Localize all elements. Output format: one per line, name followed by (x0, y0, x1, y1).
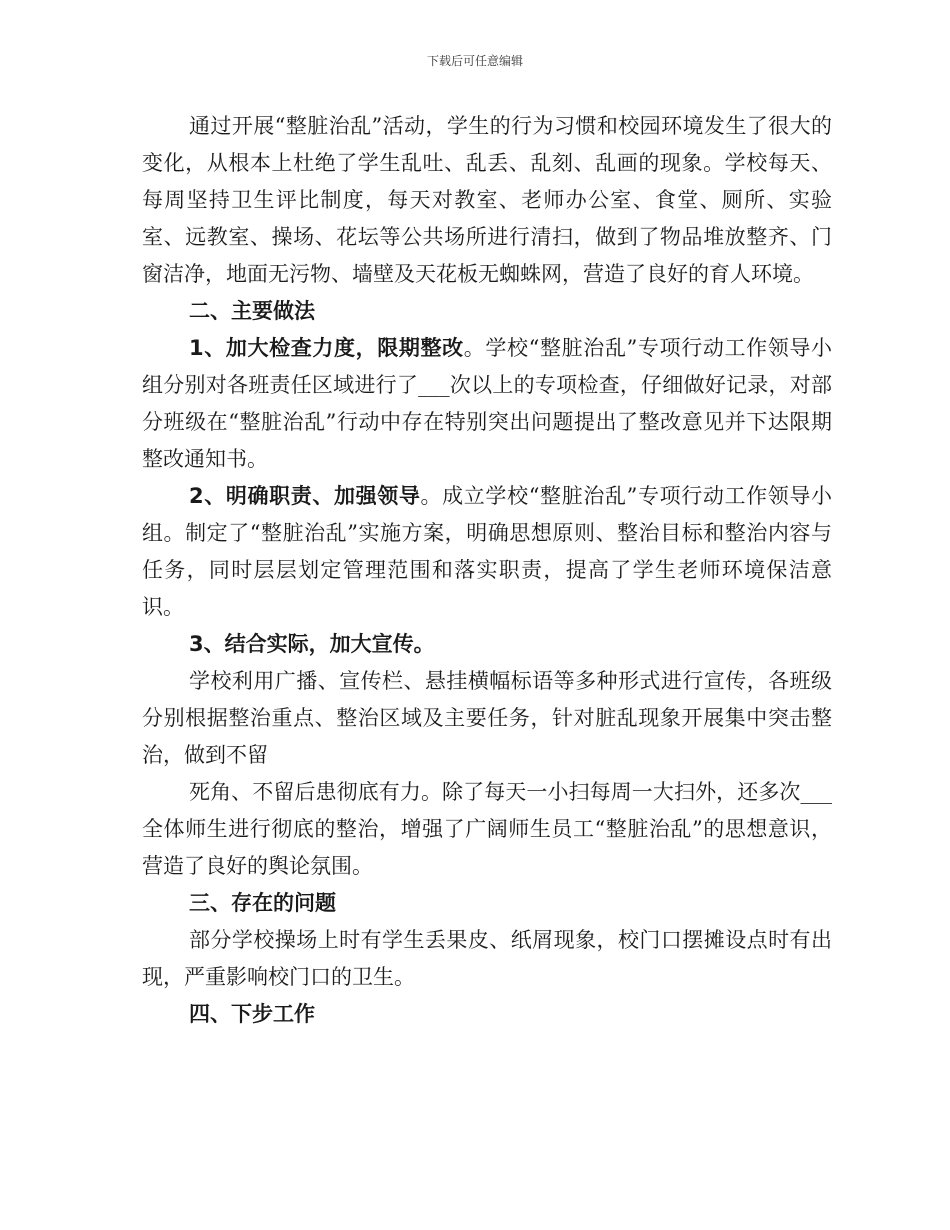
method-item-2 (142, 478, 832, 626)
section-heading-main-methods: 二、主要做法 (189, 299, 315, 323)
document-body (142, 108, 832, 1033)
method-item-3-lead: 3、结合实际，加大宣传。 (189, 632, 435, 656)
method-item-1-lead: 1、加大检查力度，限期整改 (189, 336, 464, 360)
intro-paragraph: 通过开展“整脏治乱”活动，学生的行为习惯和校园环境发生了很大的变化，从根本上杜绝了学生乱吐、乱丢、乱刻、乱画的现象。学校每天、每周坚持卫生评比制度，每天对教室、老师办公室、食堂、厕所、实验室、远教室、操场、花坛等公共场所进行清扫，做到了物品堆放整齐、门窗洁净，地面无污物、墙壁及天花板无蜘蛛网，营造了良好的育人环境。 (142, 114, 832, 286)
method-item-1 (142, 330, 832, 478)
section-heading-next-steps: 四、下步工作 (189, 1002, 315, 1026)
section-heading-problems: 三、存在的问题 (189, 891, 336, 915)
method-item-3-body-part-2: 死角、不留后患彻底有力。除了每天一小扫每周一大扫外，还多次___全体师生进行彻底的整治，增强了广阔师生员工“整脏治乱”的思想意识，营造了良好的舆论氛围。 (142, 780, 832, 878)
method-item-3-body-part-1: 学校利用广播、宣传栏、悬挂横幅标语等多种形式进行宣传，各班级分别根据整治重点、整治区域及主要任务，针对脏乱现象开展集中突击整治，做到不留 (142, 669, 832, 767)
page-header: 下载后可任意编辑 (426, 54, 523, 68)
method-item-2-lead: 2、明确职责、加强领导 (189, 484, 421, 508)
method-item-1-body: 。学校“整脏治乱”专项行动工作领导小组分别对各班责任区域进行了___次以上的专项检查，仔细做好记录，对部分班级在“整脏治乱”行动中存在特别突出问题提出了整改意见并下达限期整改通知书。 (142, 336, 832, 471)
problems-paragraph: 部分学校操场上时有学生丢果皮、纸屑现象，校门口摆摊设点时有出现，严重影响校门口的卫生。 (142, 928, 832, 989)
method-item-2-body: 。成立学校“整脏治乱”专项行动工作领导小组。制定了“整脏治乱”实施方案，明确思想原则、整治目标和整治内容与任务，同时层层划定管理范围和落实职责，提高了学生老师环境保洁意识。 (142, 484, 832, 619)
